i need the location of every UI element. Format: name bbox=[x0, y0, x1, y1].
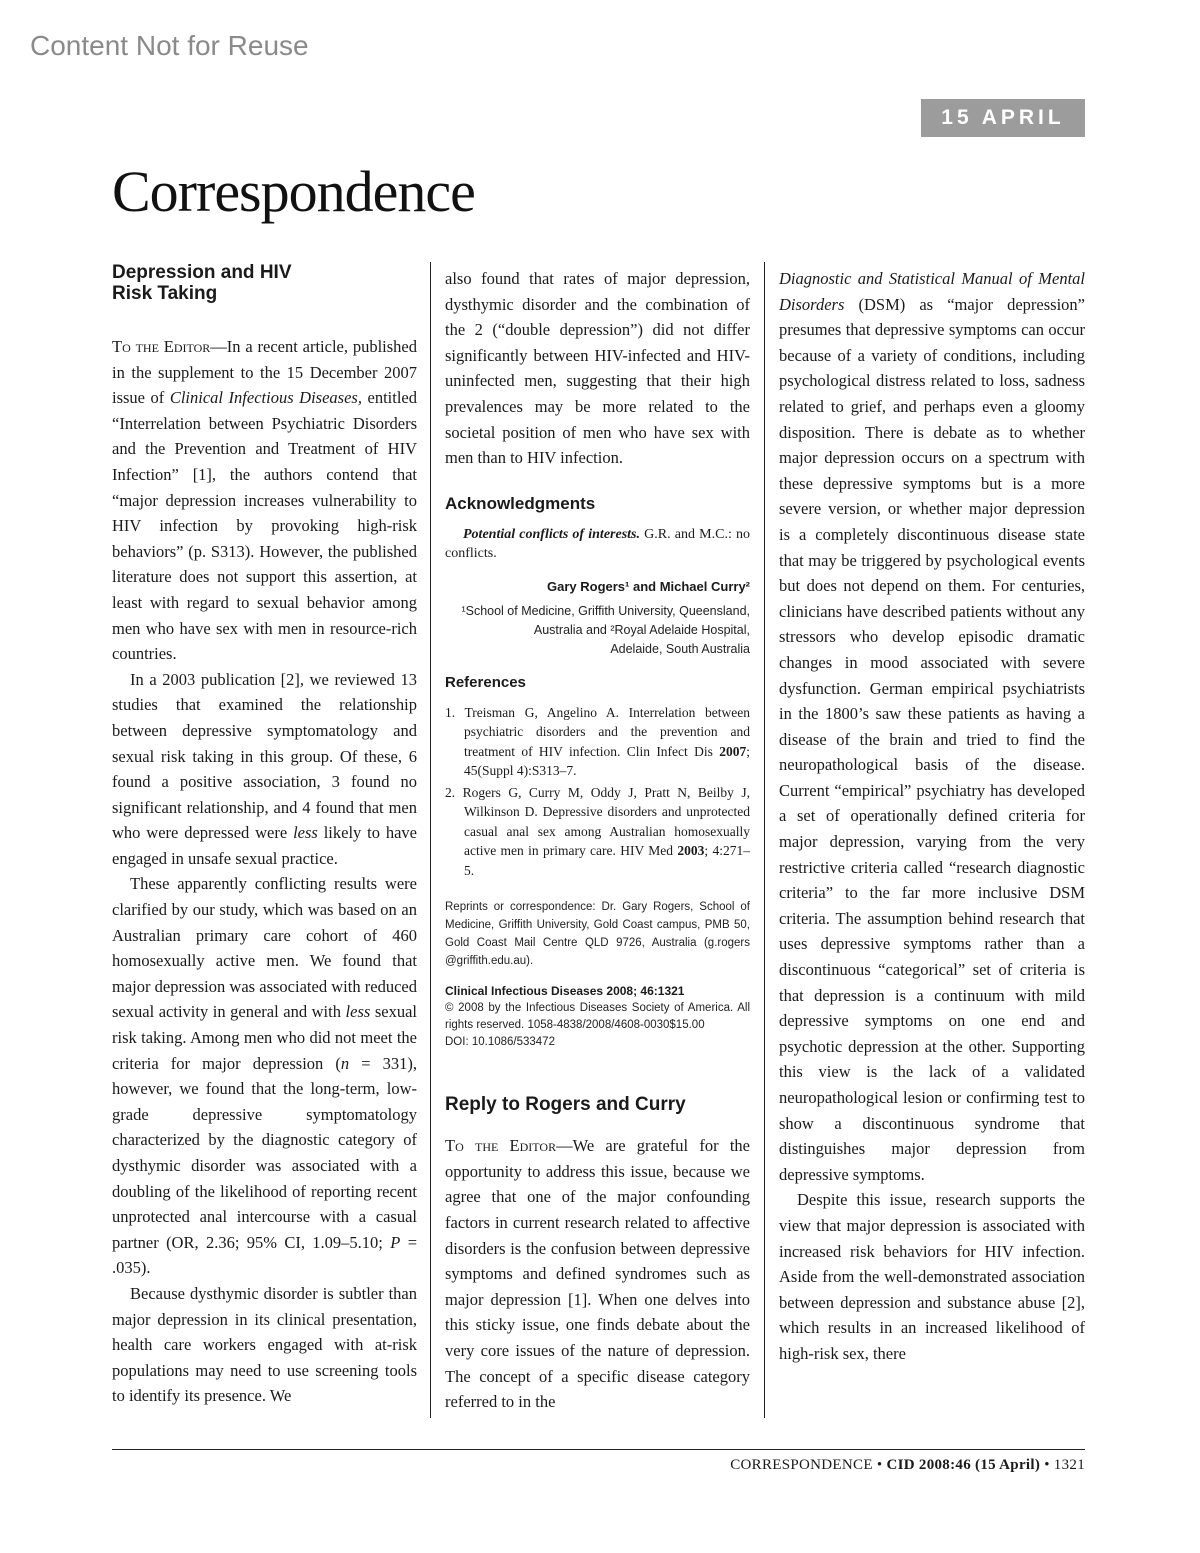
reference-text: ; 45(Suppl 4):S313–7. bbox=[464, 743, 750, 779]
doi: DOI: 10.1086/533472 bbox=[445, 1036, 555, 1049]
reply-text: —We are grateful for the opportunity to address this issue, because we agree that one of the major confounding factors in current research related to affective disorders is the confusion between depressive symptoms and defined syndromes such as major depression [1]. When one delves into this sticky issue, one finds debate about the very core issues of the nature of depression. The concept of a specific disease category referred to in the bbox=[445, 1136, 750, 1412]
column-3 bbox=[779, 266, 1085, 1367]
reply-paragraph bbox=[445, 1133, 750, 1415]
page-number: 1321 bbox=[1053, 1457, 1085, 1473]
emphasis: less bbox=[293, 823, 318, 843]
letter-paragraph bbox=[112, 871, 417, 1281]
reference-year: 2007 bbox=[719, 743, 747, 759]
footer-rule bbox=[112, 1449, 1085, 1450]
reference-list bbox=[445, 703, 750, 881]
conflicts-text: G.R. and M.C.: no conflicts. bbox=[445, 526, 750, 561]
issue-date-badge: 15 APRIL bbox=[921, 99, 1085, 137]
section-title: Correspondence bbox=[112, 159, 475, 224]
author-affiliation: ¹School of Medicine, Griffith University, Queensland, bbox=[461, 603, 750, 618]
dsm-title: Diagnostic and Statistical Manual of Mental Disorders bbox=[779, 269, 1085, 314]
letter-text: = 331), however, we found that the long-term, low-grade depressive symptomatology characterized by the diagnostic category of dysthymic disorder was associated with a doubling of the likelihood of reporting recent unprotected anal intercourse with a casual partner (OR, 2.36; 95% CI, 1.09–5.10; bbox=[112, 1053, 417, 1252]
column-1 bbox=[112, 262, 417, 1409]
reference-year: 2003 bbox=[677, 843, 705, 859]
footer-separator: • bbox=[1040, 1457, 1054, 1473]
letter-text: entitled “Interrelation between Psychiatric Disorders and the Prevention and Treatment of HIV Infection” [1], the authors contend that “major depression increases vulnerability to HIV infection by provoking high-risk behaviors” (p. S313). However, the published literature does not support this assertion, at least with regard to sexual behavior among men who have sex with men in resource-rich countries. bbox=[112, 388, 417, 664]
reply-title: Reply to Rogers and Curry bbox=[445, 1094, 686, 1116]
reference-item bbox=[445, 783, 750, 881]
reply-paragraph bbox=[779, 266, 1085, 1187]
column-divider bbox=[430, 262, 431, 1418]
footer-separator: • bbox=[872, 1457, 887, 1473]
conflicts-label: Potential conflicts of interests. bbox=[463, 526, 640, 542]
column-2 bbox=[445, 266, 750, 1415]
author-names: Gary Rogers¹ and Michael Curry² bbox=[547, 578, 750, 594]
letter-text: sexual risk taking. Among men who did not meet the criteria for major depression ( bbox=[112, 1002, 417, 1073]
letter-text: = .035). bbox=[112, 1232, 417, 1278]
conflicts-statement bbox=[445, 525, 750, 563]
reference-text: ; 4:271–5. bbox=[464, 843, 750, 878]
reference-item bbox=[445, 703, 750, 781]
reference-text: 2. Rogers G, Curry M, Oddy J, Pratt N, Beilby J, Wilkinson D. Depressive disorders and unprotected casual anal sex among Australian homosexually active men in primary care. HIV Med bbox=[445, 784, 750, 859]
reference-text: 1. Treisman G, Angelino A. Interrelation between psychiatric disorders and the prevention and treatment of HIV infection. Clin Infect Dis bbox=[445, 704, 750, 759]
stat-symbol: n bbox=[340, 1053, 350, 1073]
reply-text: (DSM) as “major depression” presumes that depressive symptoms can occur because of a variety of conditions, including psychological distress related to loss, sadness related to grief, and perhaps even a gloomy disposition. There is debate as to whether major depression occurs on a spectrum with these depressive symptoms but is a more severe version, or whether major depression is a completely discontinuous disease state that may be triggered by psychological events but does not depend on them. For centuries, clinicians have described patients without any stressors who develop episodic dramatic changes in mood associated with severe dysfunction. German empirical psychiatrists in the 1800’s saw these patients as having a disease of the brain and tried to find the neuropathological basis of the disease. Current “empirical” psychiatry has developed a set of operationally defined criteria for major depression, varying from the very restrictive criteria called “research diagnostic criteria” to the far more inclusive DSM criteria. The assumption behind research that uses depressive symptoms rather than a discontinuous “categorical” set of criteria is that depression is a continuum with mild depressive symptoms on one end and psychotic depression at the other. Supporting this view is the lack of a validated neuropathological lesion or confirming test to show a discontinuous syndrome that distinguishes major depression from depressive symptoms. bbox=[779, 294, 1085, 1184]
letter-paragraph bbox=[112, 334, 417, 667]
footer-section: CORRESPONDENCE bbox=[730, 1457, 873, 1473]
letter-text: likely to have engaged in unsafe sexual practice. bbox=[112, 823, 417, 868]
journal-name: Clinical Infectious Diseases, bbox=[169, 388, 362, 408]
letter-title bbox=[112, 262, 417, 304]
to-editor-label: To the Editor bbox=[445, 1136, 557, 1156]
letter-title-line-1: Depression and HIV bbox=[112, 262, 292, 283]
stat-symbol: P bbox=[390, 1232, 401, 1252]
letter-paragraph bbox=[112, 667, 417, 872]
journal-citation: Clinical Infectious Diseases 2008; 46:1321 bbox=[445, 984, 685, 999]
letter-text: In a 2003 publication [2], we reviewed 13 studies that examined the relationship between depressive symptomatology and sexual risk taking in this group. Of these, 6 found a positive association, 3 found no significant relationship, and 4 found that men who were depressed were bbox=[112, 669, 417, 843]
footer-citation: CID 2008:46 (15 April) bbox=[886, 1457, 1041, 1473]
column-divider bbox=[764, 262, 765, 1418]
copyright-notice: © 2008 by the Infectious Diseases Society of America. All rights reserved. 1058-4838/2008/4608-0030$15.00 bbox=[445, 1002, 750, 1032]
to-editor-label: To the Editor bbox=[112, 337, 211, 356]
acknowledgments-heading: Acknowledgments bbox=[445, 493, 596, 513]
author-affiliation: Australia and ²Royal Adelaide Hospital, bbox=[533, 622, 750, 637]
letter-paragraph: Because dysthymic disorder is subtler than major depression in its clinical presentation, health care workers engaged with at-risk populations may need to use screening tools to identify its presence. We bbox=[112, 1283, 417, 1406]
watermark: Content Not for Reuse bbox=[30, 30, 309, 61]
reply-paragraph: Despite this issue, research supports the view that major depression is associated with increased risk behaviors for HIV infection. Aside from the well-demonstrated association between depression and substance abuse [2], which results in an increased likelihood of high-risk sex, there bbox=[779, 1190, 1085, 1363]
reprints-note: Reprints or correspondence: Dr. Gary Rogers, School of Medicine, Griffith University, Gold Coast campus, PMB 50, Gold Coast Mail Centre QLD 9726, Australia (g.rogers @griffith.edu.au). bbox=[445, 901, 750, 968]
emphasis: less bbox=[345, 1002, 371, 1022]
references-heading: References bbox=[445, 673, 526, 691]
page-footer bbox=[730, 1457, 1085, 1474]
letter-paragraph: also found that rates of major depression, dysthymic disorder and the combination of the 2 (“double depression”) did not differ significantly between HIV-infected and HIV-uninfected men, suggesting that their high prevalences may be more related to the societal position of men who have sex with men than to HIV infection. bbox=[445, 269, 750, 468]
letter-text: —In a recent article, published in the supplement to the 15 December 2007 issue of bbox=[112, 337, 417, 408]
letter-text: These apparently conflicting results were clarified by our study, which was based on an Australian primary care cohort of 460 homosexually active men. We found that major depression was associated with reduced sexual activity in general and with bbox=[112, 874, 417, 1022]
letter-title-line-2: Risk Taking bbox=[112, 283, 218, 304]
author-affiliation: Adelaide, South Australia bbox=[610, 641, 750, 656]
